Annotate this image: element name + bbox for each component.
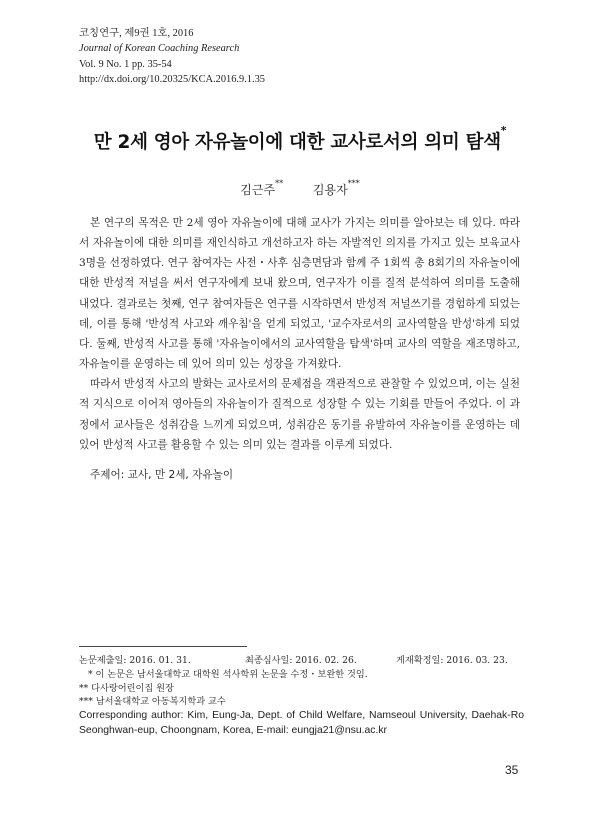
journal-english-name: Journal of Korean Coaching Research xyxy=(79,43,240,55)
journal-header xyxy=(79,26,265,87)
keywords-text: 교사, 만 2세, 자유놀이 xyxy=(127,469,234,481)
journal-volume: Vol. 9 No. 1 pp. 35-54 xyxy=(79,58,172,70)
footnote-author-1: ** 다사랑어린이집 원장 xyxy=(79,682,174,694)
abstract-paragraph: 따라서 반성적 사고의 발화는 교사로서의 문제점을 객관적으로 관찰할 수 있었으며, 이는 실천적 지식으로 이어져 영아들의 자유놀이가 질적으로 성장할 수 있는 기회를 만들어 주었다. 이 과정에서 교사들은 성취감을 느끼게 되었으며, 성취감은 동기를 유발하여 자유놀이를 운영하는 데 있어 반성적 사고를 활용할 수 있는 의미 있는 결과를 이루게 되었다. xyxy=(79,378,520,451)
page-number: 35 xyxy=(505,763,519,777)
paper-title xyxy=(0,124,600,154)
journal-korean-name: 코칭연구, 제9권 1호, 2016 xyxy=(79,28,194,39)
footnote-thesis: * 이 논문은 남서울대학교 대학원 석사학위 논문을 수정・보완한 것임. xyxy=(88,668,368,680)
paper-title-text: 만 2세 영아 자유놀이에 대한 교사로서의 의미 탐색 xyxy=(93,132,501,153)
footnote-author-2: *** 남서울대학교 아동복지학과 교수 xyxy=(79,696,226,708)
keywords xyxy=(90,467,233,482)
submitted-date: 논문제출일: 2016. 01. 31. xyxy=(79,655,191,666)
keywords-label: 주제어: xyxy=(90,469,125,481)
reviewed-date: 최종심사일: 2016. 02. 26. xyxy=(245,655,357,666)
author-list xyxy=(0,181,600,198)
footnote-divider xyxy=(79,646,247,647)
footnotes xyxy=(79,654,524,738)
corresponding-author: Corresponding author: Kim, Eung-Ja, Dept. of Child Welfare, Namseoul University, Daehak-Ro Seonghwan-eup, Choongnam, Korea, E-mail: eungja21@nsu.ac.kr xyxy=(79,710,524,736)
journal-doi: http://dx.doi.org/10.20325/KCA.2016.9.1.35 xyxy=(79,73,265,85)
author-2 xyxy=(313,181,360,198)
manuscript-dates xyxy=(79,654,524,668)
author-1-name: 김근주 xyxy=(240,183,276,197)
author-1 xyxy=(240,181,283,198)
accepted-date: 게재확정일: 2016. 03. 23. xyxy=(396,655,508,666)
author-1-mark: ** xyxy=(275,179,284,188)
abstract xyxy=(79,213,520,455)
author-2-mark: *** xyxy=(347,179,360,188)
title-footnote-mark: * xyxy=(500,124,507,137)
abstract-paragraph: 본 연구의 목적은 만 2세 영아 자유놀이에 대해 교사가 가지는 의미를 알아보는 데 있다. 따라서 자유놀이에 대한 의미를 재인식하고 개선하고자 하는 자발적인 의지를 가지고 있는 보육교사 3명을 선정하였다. 연구 참여자는 사전・사후 심층면담과 함께 주 1회씩 총 8회기의 자유놀이에 대한 반성적 저널을 써서 연구자에게 보내 왔으며, 연구자가 이를 질적 분석하여 의미를 도출해 내었다. 결과로는 첫째, 연구 참여자들은 연구를 시작하면서 반성적 저널쓰기를 경험하게 되었는데, 이를 통해 '반성적 사고와 깨우침'을 얻게 되었고, '교수자로서의 교사역할을 반성'하게 되었다. 둘째, 반성적 사고를 통해 '자유놀이에서의 교사역할을 탐색'하며 교사의 역할을 재조명하고, 자유놀이를 운영하는 데 있어 의미 있는 성장을 가져왔다. xyxy=(79,217,520,371)
author-2-name: 김용자 xyxy=(312,183,348,197)
